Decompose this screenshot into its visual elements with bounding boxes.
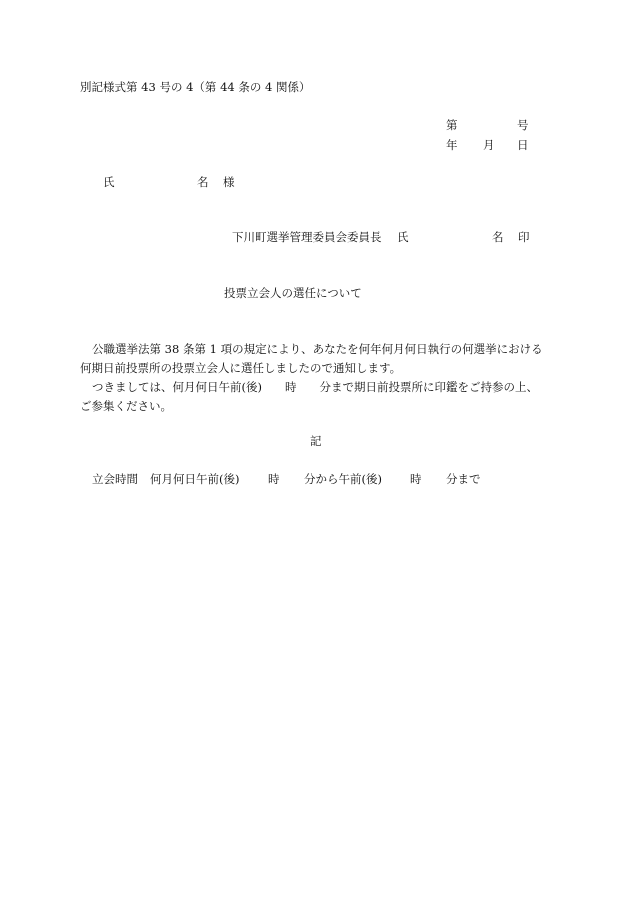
attendance-time-label: 立会時間 [92, 472, 138, 486]
document-title: 投票立会人の選任について [224, 286, 362, 300]
note-heading: 記 [310, 434, 322, 448]
number-suffix: 号 [517, 118, 529, 132]
sender-name-label-2: 名 [492, 230, 504, 244]
sender-organization: 下川町選挙管理委員会委員長 [232, 230, 382, 244]
attendance-time-minute-from: 分から午前(後) [304, 472, 382, 486]
sender-name-label-1: 氏 [397, 230, 409, 244]
attendance-time-minute-until: 分まで [446, 472, 481, 486]
number-prefix: 第 [446, 118, 458, 132]
form-reference: 別記様式第 43 号の 4（第 44 条の 4 関係） [80, 80, 311, 94]
date-month-label: 月 [483, 138, 495, 152]
attendance-time-start: 何月何日午前(後) [150, 472, 240, 486]
body-paragraph-1-line-1: 公職選挙法第 38 条第 1 項の規定により、あなたを何年何月何日執行の何選挙における [92, 342, 543, 356]
addressee-name-label-2: 名 [197, 175, 209, 189]
date-day-label: 日 [517, 138, 529, 152]
date-year-label: 年 [446, 138, 458, 152]
attendance-time-hour-1: 時 [268, 472, 280, 486]
seal-mark: 印 [518, 230, 530, 244]
body-paragraph-1-line-2: 何期日前投票所の投票立会人に選任しましたので通知します。 [80, 361, 402, 375]
addressee-honorific: 様 [223, 175, 235, 189]
body-paragraph-2-line-2: ご参集ください。 [80, 399, 172, 413]
attendance-time-hour-2: 時 [410, 472, 422, 486]
addressee-name-label-1: 氏 [103, 175, 115, 189]
body-paragraph-2-line-1: つきましては、何月何日午前(後) 時 分まで期日前投票所に印鑑をご持参の上、 [92, 380, 538, 394]
